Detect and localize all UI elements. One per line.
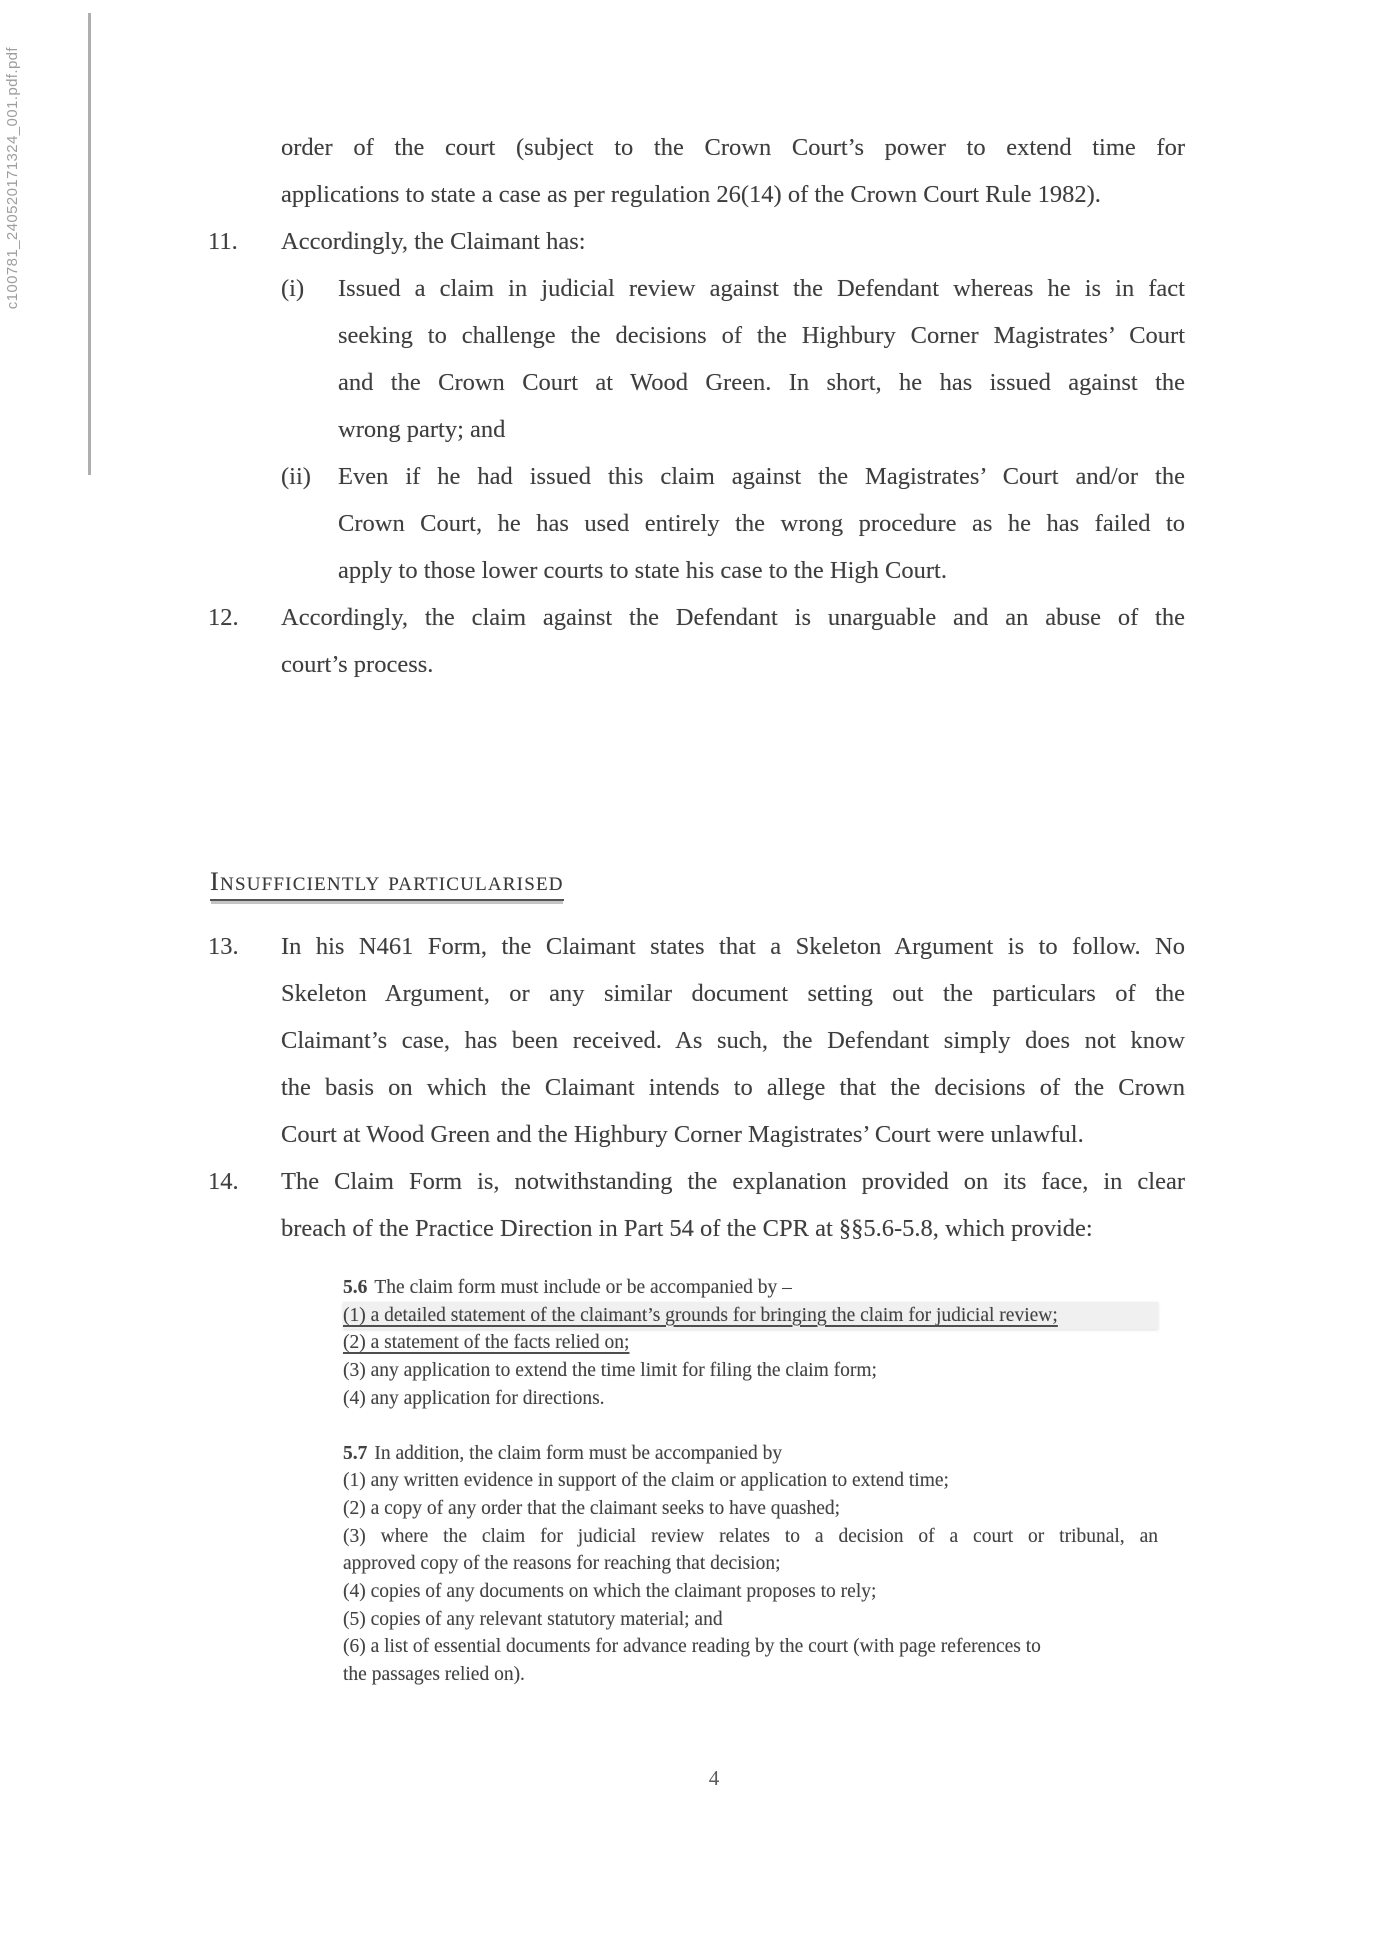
list-marker: (ii)	[281, 463, 311, 490]
paragraph-lines	[281, 218, 1185, 265]
quote-text-line: (6) a list of essential documents for advance reading by the court (with page references to	[343, 1636, 1041, 1658]
quote-text-line: (4) copies of any documents on which the claimant proposes to rely;	[343, 1581, 877, 1603]
text-line: order of the court (subject to the Crown Court’s power to extend time for	[281, 134, 1185, 161]
rule-number: 5.7	[343, 1442, 368, 1464]
section-heading	[208, 864, 1185, 911]
numbered-paragraph	[208, 923, 1185, 1158]
text-line: seeking to challenge the decisions of the Highbury Corner Magistrates’ Court	[338, 322, 1185, 349]
quote-text-line: (1) any written evidence in support of the claim or application to extend time;	[343, 1470, 949, 1492]
quote-text-line: (2) a copy of any order that the claimant seeks to have quashed;	[343, 1497, 841, 1519]
quote-text-line: the passages relied on).	[343, 1664, 525, 1686]
numbered-paragraph	[208, 218, 1185, 265]
paragraph-number: 13.	[208, 933, 239, 960]
quote-text-line: (4) any application for directions.	[343, 1387, 605, 1409]
text-line: and the Crown Court at Wood Green. In short, he has issued against the	[338, 369, 1185, 396]
pdf-filename-side-label: c100781_240520171324_001.pdf.pdf	[4, 47, 21, 310]
text-line: wrong party; and	[338, 416, 506, 443]
quoted-rule-block	[343, 1440, 1158, 1689]
numbered-paragraph	[208, 594, 1185, 688]
quoted-rule-block	[343, 1274, 1158, 1413]
page-number: 4	[708, 1766, 720, 1790]
numbered-paragraph	[208, 124, 1185, 218]
text-line: court’s process.	[281, 651, 434, 678]
list-marker: (i)	[281, 275, 305, 302]
text-line: Skeleton Argument, or any similar document setting out the particulars of the	[281, 980, 1185, 1007]
paragraph-number: 11.	[208, 228, 238, 255]
quote-text-line: 5.6 The claim form must include or be accompanied by –	[343, 1277, 792, 1298]
text-line: Accordingly, the claim against the Defendant is unarguable and an abuse of the	[281, 604, 1185, 631]
paragraph-lines	[281, 1158, 1185, 1252]
quote-text-line: 5.7 In addition, the claim form must be accompanied by	[343, 1442, 783, 1464]
numbered-paragraph	[208, 1158, 1185, 1252]
scan-edge-line	[88, 13, 91, 475]
text-line: breach of the Practice Direction in Part 54 of the CPR at §§5.6-5.8, which provide:	[281, 1215, 1093, 1242]
paragraph-lines	[281, 124, 1185, 218]
text-line: Court at Wood Green and the Highbury Corner Magistrates’ Court were unlawful.	[281, 1121, 1084, 1148]
quote-text-line: (1) a detailed statement of the claimant’s grounds for bringing the claim for judicial review;	[343, 1302, 1158, 1330]
paragraph-number: 12.	[208, 604, 239, 631]
paragraph-lines	[338, 265, 1185, 453]
text-line: Crown Court, he has used entirely the wrong procedure as he has failed to	[338, 510, 1185, 537]
sub-paragraph	[208, 265, 1185, 453]
paragraph-lines	[281, 594, 1185, 688]
quote-text-line: (3) where the claim for judicial review relates to a decision of a court or tribunal, an	[343, 1525, 1158, 1547]
paragraph-number: 14.	[208, 1168, 239, 1195]
document-content	[208, 124, 1185, 1689]
text-line: the basis on which the Claimant intends to allege that the decisions of the Crown	[281, 1074, 1185, 1101]
quote-text-line: (2) a statement of the facts relied on;	[343, 1332, 630, 1354]
paragraph-lines	[281, 923, 1185, 1158]
text-line: Claimant’s case, has been received. As such, the Defendant simply does not know	[281, 1027, 1185, 1054]
text-line: Even if he had issued this claim against the Magistrates’ Court and/or the	[338, 463, 1185, 490]
text-line: apply to those lower courts to state his case to the High Court.	[338, 557, 947, 584]
sub-paragraph	[208, 453, 1185, 594]
paragraph-lines	[338, 453, 1185, 594]
quote-text-line: (5) copies of any relevant statutory material; and	[343, 1608, 723, 1630]
text-line: In his N461 Form, the Claimant states that a Skeleton Argument is to follow. No	[281, 933, 1185, 960]
text-line: Issued a claim in judicial review against the Defendant whereas he is in fact	[338, 275, 1185, 302]
quote-text-line: (3) any application to extend the time limit for filing the claim form;	[343, 1360, 877, 1382]
section-heading-text: Insufficiently particularised	[210, 864, 564, 901]
text-line: applications to state a case as per regulation 26(14) of the Crown Court Rule 1982).	[281, 181, 1101, 208]
rule-number: 5.6	[343, 1277, 368, 1298]
quote-text-line: approved copy of the reasons for reaching that decision;	[343, 1553, 781, 1575]
text-line: Accordingly, the Claimant has:	[281, 228, 586, 255]
text-line: The Claim Form is, notwithstanding the explanation provided on its face, in clear	[281, 1168, 1185, 1195]
